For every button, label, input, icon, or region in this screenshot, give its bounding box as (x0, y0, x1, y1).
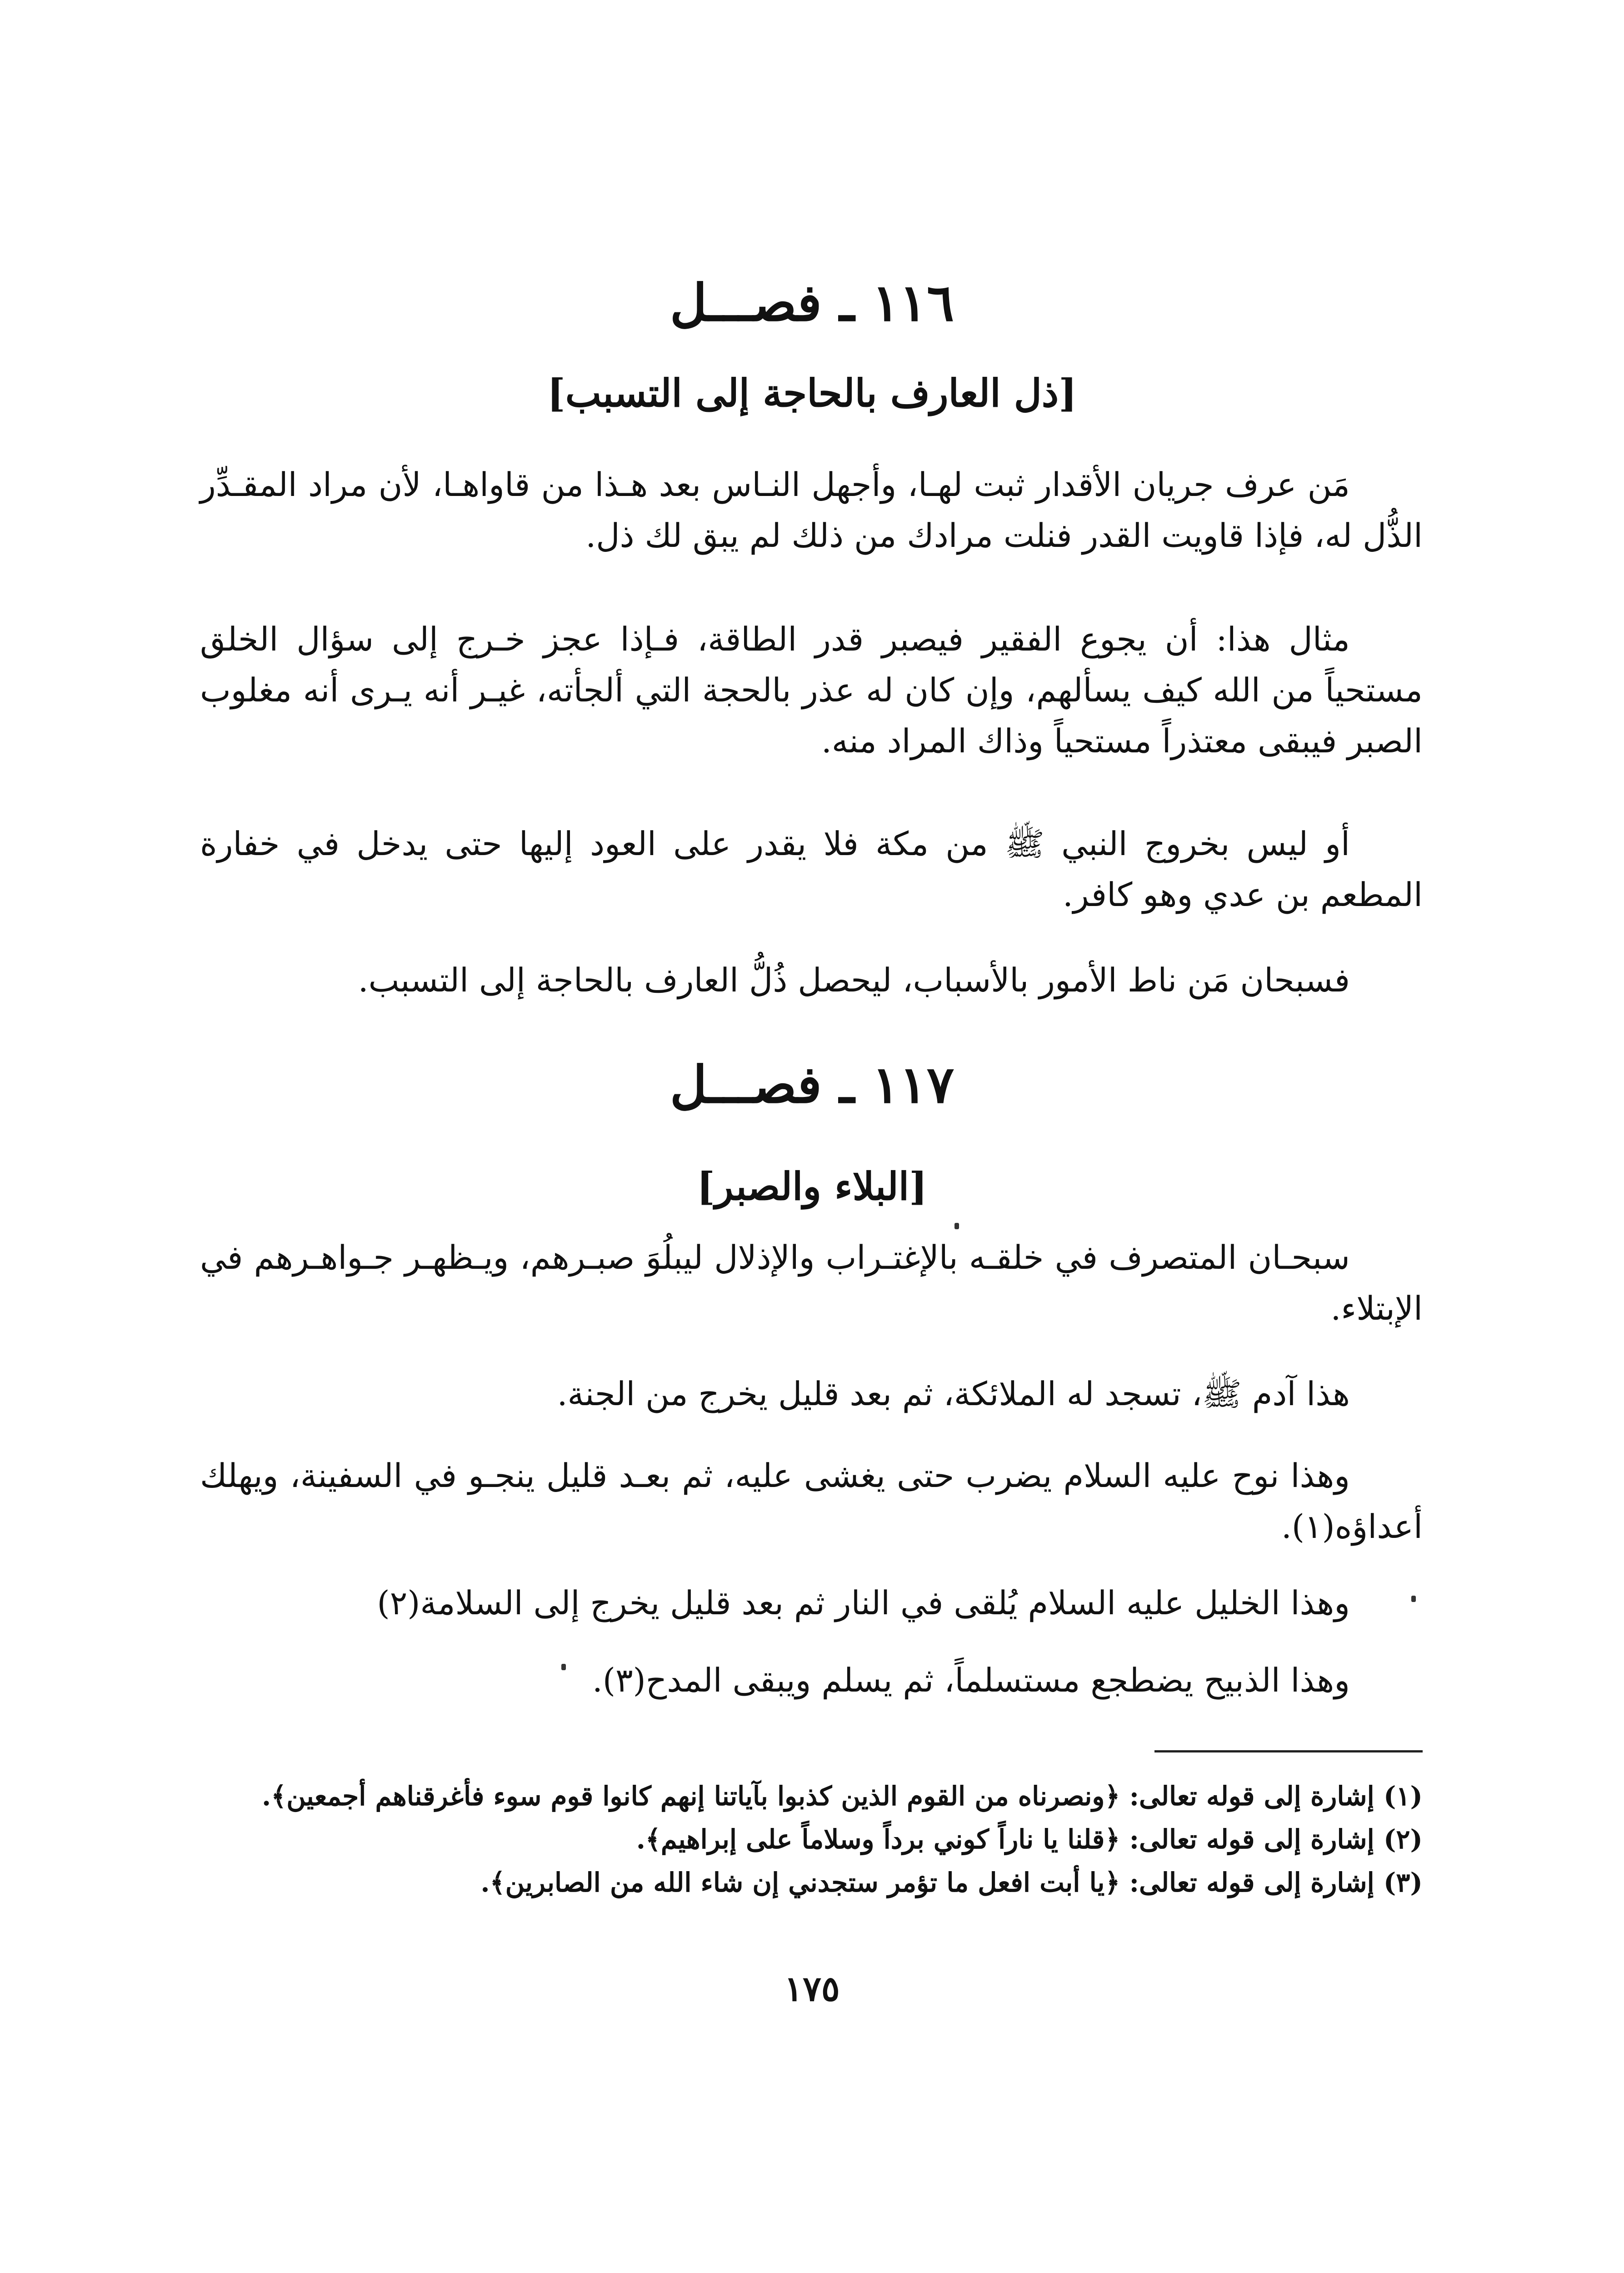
footnote-1: (١) إشارة إلى قوله تعالى: ﴿ونصرناه من القوم الذين كذبوا بآياتنا إنهم كانوا قوم سوء فأغرقناهم أجمعين﴾. (262, 1781, 1423, 1812)
page-number: ١٧٥ (784, 1968, 840, 2009)
footnote-separator (1154, 1750, 1423, 1752)
section-117-paragraph-4: وهذا الخليل عليه السلام يُلقى في النار ثم بعد قليل يخرج إلى السلامة(٢) (377, 1584, 1350, 1622)
section-117-paragraph-2: هذا آدم ﷺ، تسجد له الملائكة، ثم بعد قليل يخرج من الجنة. (557, 1375, 1350, 1413)
scan-speck (561, 1664, 566, 1670)
scan-speck (954, 1223, 959, 1229)
section-116-paragraph-4: فسبحان مَن ناط الأمور بالأسباب، ليحصل ذُلُّ العارف بالحاجة إلى التسبب. (358, 961, 1350, 999)
section-117-subtitle: [البلاء والصبر] (697, 1164, 927, 1209)
section-116-paragraph-2: مثال هذا: أن يجوع الفقير فيصبر قدر الطاقة، فـإذا عجز خـرج إلى سؤال الخلق مستحياً من الله كيف يسألهم، وإن كان له عذر بالحجة التي ألجأته، غيـر أنه يـرى أنه مغلوب الصبر فيبقى معتذراً مستحياً وذاك المراد منه. (200, 620, 1423, 760)
section-116-subtitle: [ذل العارف بالحاجة إلى التسبب] (547, 370, 1077, 416)
footnote-3: (٣) إشارة إلى قوله تعالى: ﴿يا أبت افعل ما تؤمر ستجدني إن شاء الله من الصابرين﴾. (480, 1867, 1423, 1898)
section-116-paragraph-3: أو ليس بخروج النبي ﷺ من مكة فلا يقدر على العود إليها حتى يدخل في خفارة المطعم بن عدي وهو كافر. (200, 825, 1423, 914)
footnote-2: (٢) إشارة إلى قوله تعالى: ﴿قلنا يا ناراً كوني برداً وسلاماً على إبراهيم﴾. (636, 1824, 1423, 1855)
section-117-title: ١١٧ ـ فصـــل (670, 1055, 954, 1115)
section-117-paragraph-5: وهذا الذبيح يضطجع مستسلماً، ثم يسلم ويبقى المدح(٣). (592, 1661, 1350, 1699)
section-116-paragraph-1: مَن عرف جريان الأقدار ثبت لهـا، وأجهل النـاس بعد هـذا من قاواهـا، لأن مراد المقـدِّر الذُّل له، فإذا قاويت القدر فنلت مرادك من ذلك لم يبق لك ذل. (200, 466, 1423, 555)
scan-speck (1411, 1596, 1416, 1602)
section-116-title: ١١٦ ـ فصـــل (670, 273, 954, 333)
section-117-paragraph-1: سبحـان المتصرف في خلقـه بالإغتـراب والإذلال ليبلُوَ صبـرهم، ويـظهـر جـواهـرهم في الإبتلاء. (200, 1238, 1423, 1327)
section-117-paragraph-3: وهذا نوح عليه السلام يضرب حتى يغشى عليه، ثم بعـد قليل ينجـو في السفينة، ويهلك أعداؤه(١). (200, 1457, 1423, 1546)
